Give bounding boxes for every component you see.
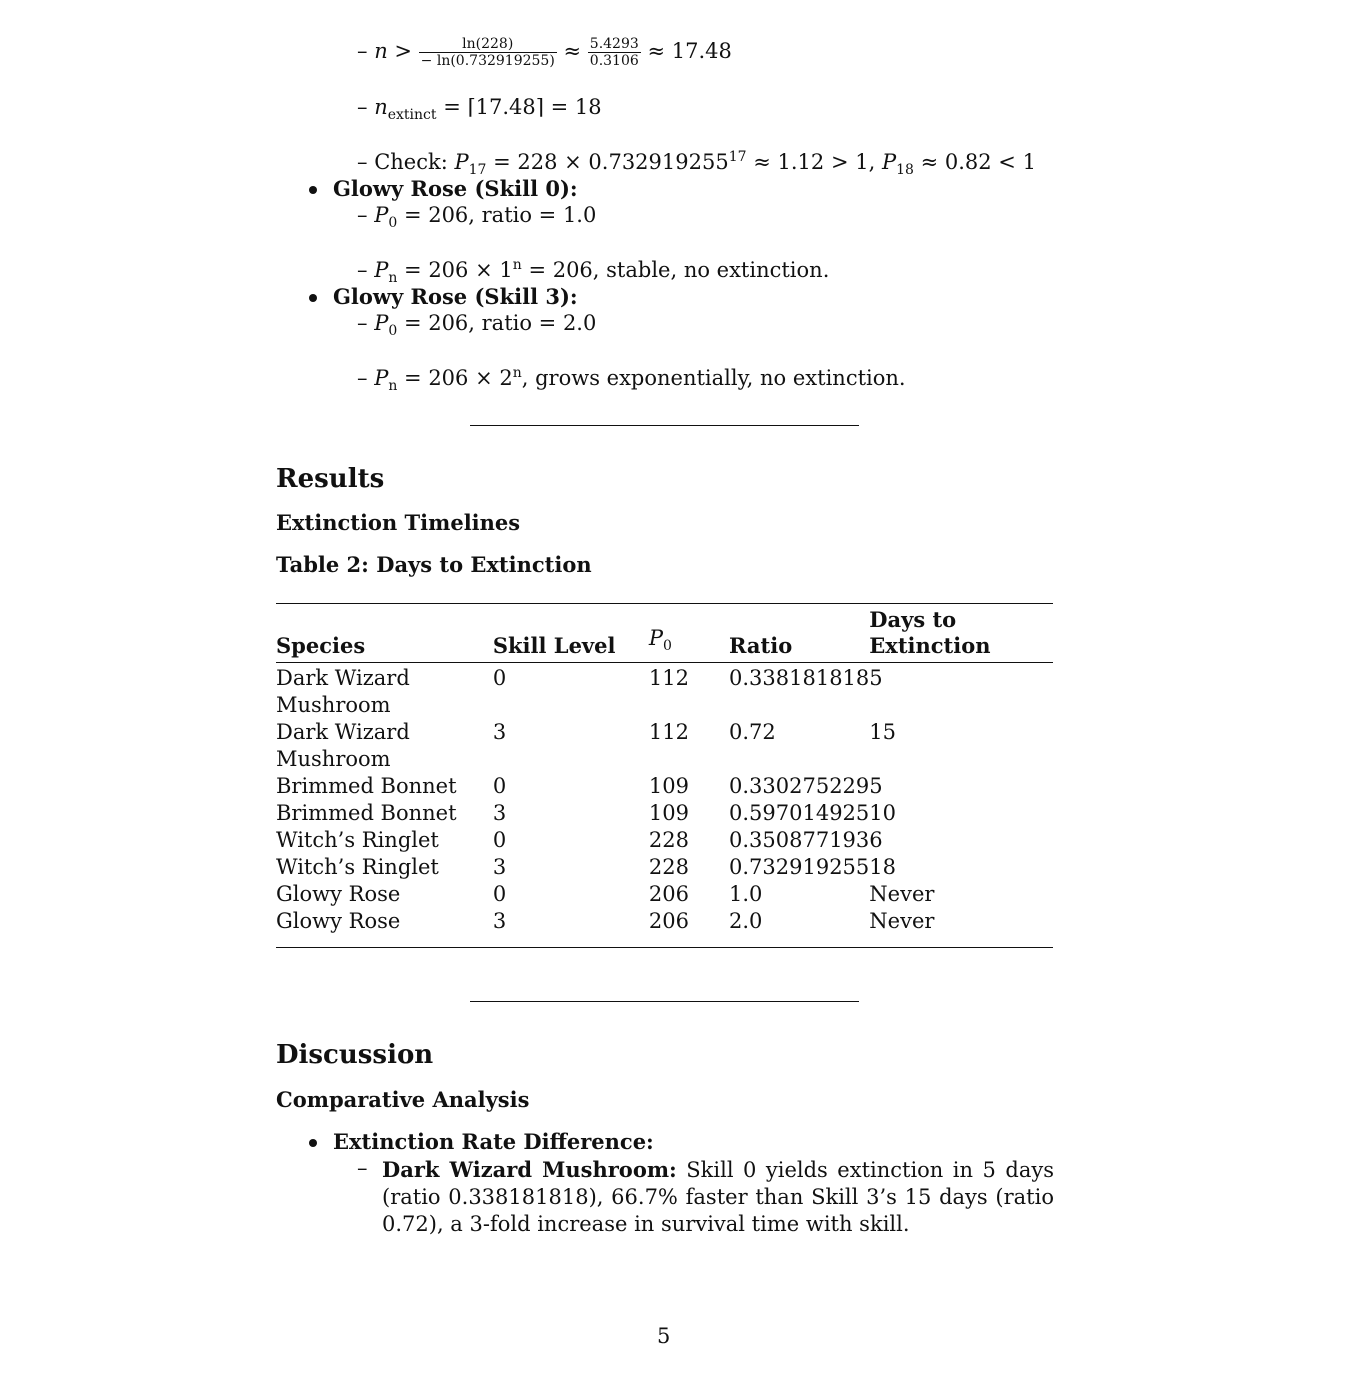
col-p0 [649, 607, 729, 659]
pn-symbol: P [374, 366, 389, 390]
table-top-rule [276, 603, 1053, 604]
discussion-heading: Discussion [276, 1040, 434, 1070]
cell-species: Witch’s Ringlet [276, 855, 439, 879]
section-divider [470, 1001, 859, 1002]
cell-days: Never [869, 909, 935, 933]
p17-subscript: 17 [468, 162, 487, 179]
item-dash: – [357, 1156, 368, 1180]
cell-ratio: 0.597014925 [729, 801, 870, 825]
pn-result: , grows exponentially, no extinction. [521, 366, 906, 390]
check-result-1: ≈ 1.12 > 1, [753, 150, 876, 174]
pn-symbol: P [374, 258, 389, 282]
cell-species: Glowy Rose [276, 882, 401, 906]
derivation-line-1: – n > $\frac{\ln(228)}{- \ln(0.732919255)}$ ≈ $\frac{5.4293}{0.3106}$ ≈ 17.48 [357, 36, 732, 69]
col-days-line2: Extinction [869, 633, 991, 658]
glowy-rose-skill0-p0: – $P_0 = 206$, ratio = 1.0 [357, 203, 597, 232]
cell-ratio: 0.338181818 [729, 666, 870, 690]
derivation-line-2: – $n_{extinct}$ = ⌈17.48⌉ = 18 [357, 95, 602, 124]
cell-days: 10 [869, 801, 897, 825]
pn-expression: = 206 × 2 [404, 366, 513, 390]
cell-species: Witch’s Ringlet [276, 828, 439, 852]
cell-ratio: 1.0 [729, 882, 763, 906]
cell-skill: 0 [492, 666, 507, 690]
cell-species [276, 665, 493, 719]
cell-species: Brimmed Bonnet [276, 801, 457, 825]
cell-species-line2: Mushroom [276, 693, 391, 717]
cell-species-line2: Mushroom [276, 747, 391, 771]
table-bottom-rule [276, 947, 1053, 948]
bullet-dot [309, 1139, 317, 1147]
glowy-rose-skill3-p0: – $P_0 = 206$, ratio = 2.0 [357, 311, 597, 340]
pn-subscript: n [388, 270, 398, 287]
cell-p0: 112 [648, 666, 689, 690]
bullet-dot [309, 186, 317, 194]
section-divider [470, 425, 859, 426]
col-days [869, 607, 1053, 659]
extinction-table [276, 607, 1053, 935]
cell-days: 5 [869, 666, 883, 690]
p0-subscript: 0 [388, 215, 398, 232]
cell-skill: 0 [492, 774, 507, 798]
cell-species: Glowy Rose [276, 909, 401, 933]
table-row [276, 854, 1053, 881]
fraction-numerator: ln(228) [419, 36, 557, 53]
glowy-rose-skill3-pn: – $P_n = 206 \times 2^n$, grows exponentially, no extinction. [357, 365, 906, 395]
cell-p0: 109 [648, 801, 689, 825]
dark-wizard-paragraph [382, 1156, 1054, 1238]
n-extinct-symbol: n [374, 95, 388, 119]
fraction-numerator-2: 5.4293 [589, 36, 639, 52]
p0-value: = 206, ratio = 1.0 [403, 203, 597, 227]
check-result-2: ≈ 0.82 < 1 [920, 150, 1036, 174]
table-row [276, 800, 1053, 827]
p0-subscript: 0 [388, 323, 398, 340]
cell-days: 15 [869, 720, 897, 744]
cell-days: 6 [869, 828, 883, 852]
table-row [276, 665, 1053, 719]
cell-species [276, 719, 493, 773]
derivation-line-3: – Check: $P_{17} = 228 \times 0.732919255^{17} \approx 1.12 > 1$, $P_{18} \approx 0.82 < 1$ [357, 149, 1036, 179]
cell-days: 5 [869, 774, 883, 798]
results-heading: Results [276, 464, 385, 494]
col-ratio: Ratio [729, 633, 793, 658]
col-species: Species [276, 633, 366, 658]
fraction-values [588, 36, 641, 69]
pn-result: = 206, stable, no extinction. [528, 258, 830, 282]
cell-ratio: 0.732919255 [729, 855, 870, 879]
cell-p0: 206 [648, 882, 689, 906]
pn-subscript: n [388, 378, 398, 395]
cell-species: Brimmed Bonnet [276, 774, 457, 798]
col-p0-subscript: 0 [662, 638, 672, 654]
cell-p0: 228 [648, 855, 689, 879]
check-exponent: 17 [728, 149, 747, 165]
table-row [276, 908, 1053, 935]
cell-ratio: 0.330275229 [729, 774, 870, 798]
check-expression: = 228 × 0.732919255 [493, 150, 729, 174]
pn-expression: = 206 × 1 [404, 258, 513, 282]
cell-skill: 3 [492, 909, 507, 933]
check-label: Check: [374, 150, 448, 174]
table-row [276, 827, 1053, 854]
cell-p0: 112 [648, 720, 689, 744]
table-row [276, 773, 1053, 800]
approx-sign: ≈ [563, 39, 582, 63]
cell-skill: 3 [492, 720, 507, 744]
table-row [276, 881, 1053, 908]
p0-value: = 206, ratio = 2.0 [403, 311, 597, 335]
approx-result: ≈ 17.48 [647, 39, 732, 63]
table-row [276, 719, 1053, 773]
cell-skill: 0 [492, 828, 507, 852]
cell-p0: 109 [648, 774, 689, 798]
p0-symbol: P [374, 203, 389, 227]
cell-species-line1: Dark Wizard [276, 666, 410, 690]
glowy-rose-skill3-title: Glowy Rose (Skill 3): [333, 284, 578, 309]
dark-wizard-title: Dark Wizard Mushroom: [382, 1157, 677, 1182]
table-header-row [276, 607, 1053, 659]
pn-exponent: n [512, 365, 522, 381]
n-extinct-subscript: extinct [387, 107, 437, 124]
bullet-dot [309, 294, 317, 302]
pn-exponent: n [512, 257, 522, 273]
cell-skill: 3 [492, 801, 507, 825]
fraction-denominator: − ln(0.732919255) [420, 53, 555, 69]
glowy-rose-skill0-pn: – $P_n = 206 \times 1^n = 206$, stable, no extinction. [357, 257, 830, 287]
fraction-ln [419, 36, 557, 69]
cell-ratio: 2.0 [729, 909, 763, 933]
extinction-timelines-heading: Extinction Timelines [276, 510, 521, 535]
col-skill-level: Skill Level [492, 633, 616, 658]
p0-symbol: P [374, 311, 389, 335]
n-extinct-value: = ⌈17.48⌉ = 18 [443, 95, 602, 119]
cell-days: 18 [869, 855, 897, 879]
cell-ratio: 0.350877193 [729, 828, 870, 852]
cell-ratio: 0.72 [729, 720, 776, 744]
cell-p0: 206 [648, 909, 689, 933]
dark-wizard-text: Skill 0 yields extinction in 5 days (ratio 0.338181818), 66.7% faster than Skill 3’s 15 days (ratio 0.72), a 3-fold increase in survival time with skill. [382, 1158, 1054, 1236]
cell-skill: 3 [492, 855, 507, 879]
table-caption: Table 2: Days to Extinction [276, 552, 592, 577]
col-p0-symbol: P [648, 625, 663, 650]
p18-symbol: P [881, 150, 897, 174]
comparative-analysis-heading: Comparative Analysis [276, 1087, 530, 1112]
cell-p0: 228 [648, 828, 689, 852]
cell-days: Never [869, 882, 935, 906]
glowy-rose-skill0-title: Glowy Rose (Skill 0): [333, 176, 578, 201]
col-days-line1: Days to [869, 607, 957, 632]
p17-symbol: P [454, 150, 469, 174]
cell-species-line1: Dark Wizard [276, 720, 410, 744]
extinction-rate-difference-title: Extinction Rate Difference: [333, 1129, 654, 1154]
cell-skill: 0 [492, 882, 507, 906]
fraction-denominator-2: 0.3106 [589, 53, 639, 69]
p18-subscript: 18 [896, 162, 914, 179]
page-number: 5 [657, 1324, 671, 1348]
n-inequality: n > [374, 39, 412, 63]
